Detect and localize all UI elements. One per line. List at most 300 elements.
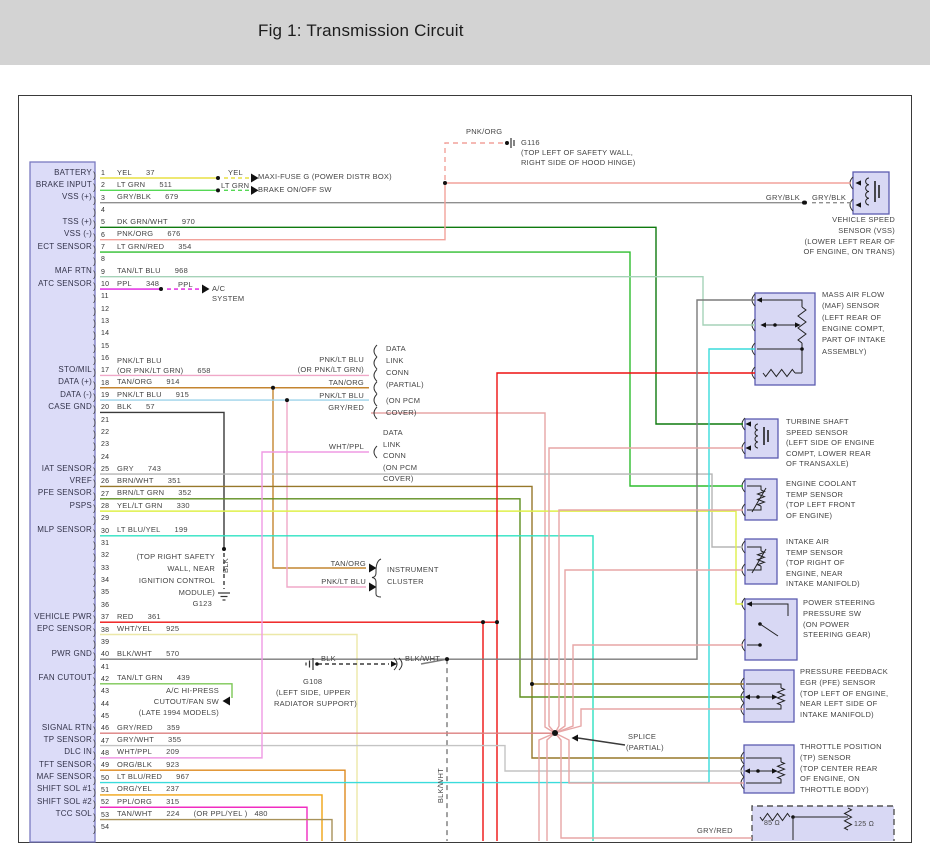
diagram-label: GRY bbox=[117, 463, 134, 473]
tp-name-label: THROTTLE BODY) bbox=[800, 785, 869, 795]
pin-number: 12 bbox=[101, 305, 110, 313]
maf-name-label: (LEFT REAR OF bbox=[822, 312, 882, 322]
pin-number: 8 bbox=[101, 256, 106, 264]
pin-name-label: VEHICLE PWR bbox=[34, 611, 92, 621]
ect-name-label: OF ENGINE) bbox=[786, 510, 833, 520]
wire-label: BLK bbox=[321, 654, 336, 663]
pin-bracket-icon: ) bbox=[93, 182, 97, 193]
pin-name-label: DATA (+) bbox=[58, 377, 92, 387]
pin-number: 13 bbox=[101, 318, 110, 326]
pin-number: 10 bbox=[101, 281, 110, 289]
pin-name-label: IAT SENSOR bbox=[41, 463, 92, 473]
pin-name-label: VREF bbox=[69, 475, 92, 485]
diagram-label: 224 bbox=[166, 809, 180, 819]
diagram-label: 348 bbox=[145, 278, 160, 288]
pin-number: 4 bbox=[101, 207, 106, 214]
pin-number: 15 bbox=[101, 342, 110, 350]
wire bbox=[578, 738, 625, 745]
pin-number: 3 bbox=[101, 194, 106, 202]
diagram-label: 330 bbox=[176, 500, 190, 510]
ground-g123-label: MODULE) bbox=[178, 588, 215, 597]
pfe-name-label: (TOP LEFT OF ENGINE, bbox=[800, 688, 889, 698]
data-link-conn-label: (PARTIAL) bbox=[386, 380, 424, 389]
iat-name-label: INTAKE MANIFOLD) bbox=[786, 579, 860, 588]
wire bbox=[371, 413, 553, 732]
pin-number: 39 bbox=[101, 638, 110, 646]
splice-label: SPLICE bbox=[628, 732, 657, 741]
wire bbox=[549, 448, 743, 733]
pin-bracket-icon: ) bbox=[93, 194, 97, 205]
pin-name-label: TFT SENSOR bbox=[38, 759, 92, 769]
diagram-label: PPL/ORG bbox=[117, 796, 153, 806]
pin-name-label: TSS (+) bbox=[62, 216, 92, 226]
pin-number: 2 bbox=[101, 182, 106, 190]
ground-g116-label: RIGHT SIDE OF HOOD HINGE) bbox=[521, 158, 636, 167]
pin-number: 27 bbox=[101, 490, 110, 498]
maf-name-label: MASS AIR FLOW bbox=[822, 290, 885, 299]
junction-dot bbox=[530, 682, 534, 686]
junction-dot bbox=[505, 141, 509, 145]
pin-bracket-icon: ) bbox=[93, 503, 97, 514]
pin-name-label: CASE GND bbox=[48, 401, 92, 411]
pcm-connector-block bbox=[30, 162, 95, 842]
wire-label: PNK/LT BLU bbox=[321, 577, 366, 586]
diagram-label: 315 bbox=[166, 796, 180, 806]
pin-bracket-icon: ) bbox=[93, 601, 97, 612]
junction-dot bbox=[803, 201, 807, 205]
diagram-label: 923 bbox=[166, 759, 180, 769]
diagram-label: TAN/LT BLU bbox=[117, 266, 161, 276]
diagram-label: BRN/WHT bbox=[117, 475, 154, 485]
wire bbox=[100, 635, 357, 841]
wire-label: GRY/RED bbox=[697, 826, 733, 835]
diagram-label: 570 bbox=[166, 648, 180, 658]
pin-number: 11 bbox=[101, 293, 109, 301]
junction-dot bbox=[773, 323, 777, 327]
junction-dot bbox=[800, 347, 804, 351]
ground-g123-label: (TOP RIGHT SAFETY bbox=[136, 552, 215, 561]
pin-bracket-icon: ) bbox=[93, 330, 97, 341]
pin-name-label: TCC SOL bbox=[55, 809, 92, 819]
pin-number: 26 bbox=[101, 478, 110, 486]
pin-name-label: MLP SENSOR bbox=[37, 525, 92, 535]
wire bbox=[555, 645, 743, 733]
pin-number: 42 bbox=[101, 675, 110, 683]
diagram-label: DK GRN/WHT bbox=[117, 216, 168, 226]
pin-bracket-icon: ) bbox=[93, 293, 97, 304]
pin-number: 34 bbox=[101, 577, 110, 585]
pin-bracket-icon: ) bbox=[93, 342, 97, 353]
diagram-label: 743 bbox=[147, 463, 162, 473]
diagram-label: GRY/WHT bbox=[117, 735, 155, 745]
figure-title: Fig 1: Transmission Circuit bbox=[258, 21, 464, 40]
psps-name-label: POWER STEERING bbox=[803, 598, 876, 607]
psps-name-label: STEERING GEAR) bbox=[803, 630, 871, 640]
pfe-sensor-block bbox=[744, 670, 794, 722]
pin-bracket-icon: ) bbox=[93, 786, 97, 797]
maf-sensor-block bbox=[755, 293, 815, 385]
pin-number: 30 bbox=[101, 527, 110, 535]
diagram-label: LT GRN bbox=[117, 179, 146, 189]
diagram-label: GRY/BLK bbox=[117, 192, 152, 202]
junction-dot bbox=[445, 657, 449, 661]
psps-sensor-block bbox=[745, 599, 797, 660]
pin-bracket-icon: ) bbox=[93, 527, 97, 538]
diagram-label: ORG/BLK bbox=[117, 759, 153, 769]
vss-sensor-block bbox=[853, 172, 889, 214]
instrument-cluster-label: CLUSTER bbox=[387, 576, 424, 586]
pfe-name-label: NEAR LEFT SIDE OF bbox=[800, 699, 878, 709]
resistor-value-label: 85 Ω bbox=[764, 820, 780, 827]
diagram-label: 511 bbox=[159, 179, 173, 189]
pin-number: 18 bbox=[101, 379, 110, 387]
data-link-conn2-label: COVER) bbox=[383, 474, 414, 483]
diagram-label: BRN/LT GRN bbox=[117, 488, 165, 498]
ground-g123-label: IGNITION CONTROL bbox=[138, 576, 215, 585]
pin-bracket-icon: ) bbox=[93, 552, 97, 563]
ground-g116-label: (TOP LEFT OF SAFETY WALL, bbox=[521, 148, 634, 157]
brake-switch-label: BRAKE ON/OFF SW bbox=[258, 184, 332, 194]
wire bbox=[100, 277, 755, 325]
pin-name-label: BRAKE INPUT bbox=[35, 179, 92, 189]
pin-number: 53 bbox=[101, 811, 110, 819]
pin-number: 33 bbox=[101, 564, 110, 572]
wire-label: GRY/BLK bbox=[765, 193, 800, 202]
pin-number: 38 bbox=[101, 626, 110, 634]
pin-bracket-icon: ) bbox=[93, 712, 97, 723]
pin-bracket-icon: ) bbox=[93, 478, 97, 489]
diagram-label: LT BLU/RED bbox=[117, 772, 163, 782]
pin-number: 44 bbox=[101, 700, 110, 708]
diagram-label: TAN/ORG bbox=[117, 377, 153, 387]
pin-number: 9 bbox=[101, 268, 106, 276]
diagram-label: PNK/ORG bbox=[117, 229, 154, 239]
pin-bracket-icon: ) bbox=[93, 441, 97, 452]
tss-name-label: SPEED SENSOR bbox=[786, 427, 849, 437]
wire-label: TAN/ORG bbox=[328, 378, 364, 387]
pin-number: 6 bbox=[101, 231, 106, 239]
data-link-conn2-label: DATA bbox=[383, 428, 403, 437]
wire-label: YEL bbox=[228, 168, 243, 177]
pin-bracket-icon: ) bbox=[93, 379, 97, 390]
pin-bracket-icon: ) bbox=[93, 811, 97, 822]
pin-number: 41 bbox=[101, 663, 110, 671]
ac-hipress-label: A/C HI-PRESS bbox=[165, 686, 219, 695]
data-link-conn2-label: CONN bbox=[383, 451, 407, 460]
junction-dot bbox=[552, 730, 558, 736]
diagram-label: GRY/RED bbox=[117, 722, 153, 732]
maf-name-label: (MAF) SENSOR bbox=[822, 301, 880, 311]
wire-label: PNK/LT BLU bbox=[117, 355, 162, 365]
wire bbox=[547, 733, 555, 841]
pin-number: 20 bbox=[101, 404, 110, 412]
wire bbox=[421, 659, 447, 664]
pin-number: 31 bbox=[101, 540, 110, 548]
pin-number: 36 bbox=[101, 601, 110, 609]
tp-name-label: THROTTLE POSITION bbox=[800, 742, 882, 751]
pfe-name-label: EGR (PFE) SENSOR bbox=[800, 677, 876, 687]
wire bbox=[100, 412, 224, 549]
arrow-icon bbox=[369, 564, 377, 573]
ac-hipress-label: CUTOUT/FAN SW bbox=[153, 697, 219, 706]
vss-name-label: VEHICLE SPEED bbox=[832, 215, 895, 224]
ect-name-label: ENGINE COOLANT bbox=[786, 479, 857, 488]
connector-bracket-icon bbox=[374, 357, 377, 369]
pin-bracket-icon: ) bbox=[93, 170, 97, 180]
diagram-label: 361 bbox=[147, 611, 161, 621]
pin-number: 54 bbox=[101, 823, 110, 831]
arrow-icon bbox=[572, 735, 579, 742]
pin-name-label: PWR GND bbox=[51, 648, 92, 658]
diagram-label: YEL/LT GRN bbox=[117, 500, 163, 510]
connector-bracket-icon bbox=[374, 394, 377, 406]
pin-name-label: STO/MIL bbox=[58, 364, 92, 374]
pin-bracket-icon: ) bbox=[93, 725, 97, 736]
junction-dot bbox=[756, 769, 760, 773]
arrow-icon bbox=[251, 186, 259, 195]
connector-bracket-icon bbox=[374, 382, 377, 394]
psps-name-label: (ON POWER bbox=[803, 619, 850, 629]
diagram-label: 359 bbox=[166, 722, 181, 732]
pin-name-label: DLC IN bbox=[64, 747, 92, 757]
splice-label: (PARTIAL) bbox=[626, 743, 664, 752]
diagram-label: 237 bbox=[166, 784, 180, 794]
pin-bracket-icon: ) bbox=[93, 416, 97, 427]
pin-number: 32 bbox=[101, 552, 110, 560]
pfe-name-label: PRESSURE FEEDBACK bbox=[800, 667, 889, 676]
pin-name-label: TP SENSOR bbox=[43, 735, 92, 745]
wire-label: (OR PNK/LT GRN) bbox=[297, 365, 364, 374]
maf-name-label: PART OF INTAKE bbox=[822, 335, 886, 345]
pin-number: 14 bbox=[101, 330, 110, 338]
pin-number: 28 bbox=[101, 503, 110, 511]
pin-number: 17 bbox=[101, 367, 110, 375]
wire bbox=[100, 511, 743, 604]
pin-name-label: SIGNAL RTN bbox=[41, 722, 92, 732]
pin-name-label: EPC SENSOR bbox=[37, 624, 92, 633]
pin-number: 49 bbox=[101, 762, 110, 770]
cluster-bracket-icon bbox=[372, 559, 381, 597]
tss-name-label: TURBINE SHAFT bbox=[786, 417, 849, 426]
pin-bracket-icon: ) bbox=[93, 268, 97, 279]
diagram-label: (OR PNK/LT GRN) bbox=[117, 365, 184, 375]
diagram-label: BLK bbox=[117, 401, 132, 411]
data-link-conn2-label: (ON PCM bbox=[383, 462, 418, 472]
wire bbox=[445, 143, 505, 180]
diagram-label: WHT/PPL bbox=[117, 747, 153, 757]
diagram-label: RED bbox=[117, 611, 134, 621]
wire-label: LT GRN bbox=[221, 180, 250, 190]
wire-label: GRY/BLK bbox=[812, 193, 847, 202]
connector-bracket-icon bbox=[374, 369, 377, 381]
data-link-conn-label: COVER) bbox=[386, 408, 417, 417]
junction-dot bbox=[756, 695, 760, 699]
tss-name-label: OF TRANSAXLE) bbox=[786, 459, 849, 468]
pin-name-label: ECT SENSOR bbox=[37, 241, 92, 251]
wire bbox=[100, 795, 322, 841]
pin-name-label: VSS (-) bbox=[64, 229, 92, 239]
iat-name-label: ENGINE, NEAR bbox=[786, 568, 843, 578]
pin-bracket-icon: ) bbox=[93, 799, 97, 810]
junction-dot bbox=[216, 188, 220, 192]
pin-name-label: BATTERY bbox=[54, 167, 92, 177]
data-link-conn2-label: LINK bbox=[383, 439, 401, 449]
wire-label: WHT/PPL bbox=[328, 442, 364, 451]
diagram-label: PNK/LT BLU bbox=[117, 389, 162, 399]
tp-name-label: (TOP CENTER REAR bbox=[800, 763, 878, 773]
pin-number: 24 bbox=[101, 453, 110, 461]
pin-number: 19 bbox=[101, 392, 110, 400]
pin-number: 21 bbox=[101, 416, 110, 424]
wire-label: PPL bbox=[178, 280, 193, 289]
pin-number: 22 bbox=[101, 429, 110, 437]
ect-name-label: TEMP SENSOR bbox=[786, 489, 844, 499]
wire bbox=[100, 227, 743, 424]
wire-label: GRY/RED bbox=[328, 403, 364, 412]
maf-name-label: ASSEMBLY) bbox=[822, 346, 867, 356]
instrument-cluster-label: INSTRUMENT bbox=[387, 565, 439, 574]
pin-number: 52 bbox=[101, 799, 110, 807]
wire bbox=[555, 733, 752, 838]
ect-sensor-block bbox=[745, 479, 777, 520]
diagram-label: 351 bbox=[167, 475, 182, 485]
diagram-label: LT GRN/RED bbox=[117, 241, 165, 251]
ground-g116-label: G116 bbox=[521, 138, 540, 147]
pin-number: 35 bbox=[101, 589, 110, 597]
pin-name-label: PFE SENSOR bbox=[37, 488, 92, 498]
pin-number: 43 bbox=[101, 688, 110, 696]
pin-bracket-icon: ) bbox=[93, 392, 97, 403]
pin-name-label: VSS (+) bbox=[62, 192, 92, 202]
wire bbox=[100, 252, 743, 486]
arrow-icon bbox=[251, 174, 259, 183]
pin-number: 7 bbox=[101, 244, 106, 252]
maxi-fuse-label: MAXI-FUSE G (POWER DISTR BOX) bbox=[258, 172, 392, 181]
pin-bracket-icon: ) bbox=[93, 219, 97, 230]
vss-name-label: (LOWER LEFT REAR OF bbox=[804, 236, 895, 246]
pin-number: 5 bbox=[101, 219, 106, 227]
wire-label: PNK/LT BLU bbox=[319, 390, 364, 400]
psps-name-label: PRESSURE SW bbox=[803, 608, 862, 618]
pin-name-label: SHIFT SOL #1 bbox=[36, 784, 92, 794]
diagram-label: 968 bbox=[174, 266, 189, 276]
pin-bracket-icon: ) bbox=[93, 244, 97, 255]
pin-bracket-icon: ) bbox=[93, 281, 97, 292]
resistor-value-label: 125 Ω bbox=[854, 821, 875, 828]
pin-name-label: ATC SENSOR bbox=[38, 278, 92, 288]
pin-bracket-icon: ) bbox=[93, 564, 97, 575]
diagram-label: 658 bbox=[197, 365, 211, 375]
diagram-label: 676 bbox=[167, 229, 181, 239]
diagram-label: 967 bbox=[176, 772, 190, 782]
wire-label: BLK/WHT bbox=[405, 654, 441, 663]
wire bbox=[100, 770, 345, 841]
diagram-label: 199 bbox=[174, 525, 188, 535]
junction-dot bbox=[315, 662, 319, 666]
ac-hipress-label: (LATE 1994 MODELS) bbox=[138, 708, 219, 717]
wire bbox=[100, 684, 232, 698]
ground-g108-label: G108 bbox=[303, 677, 323, 686]
diagram-label: 57 bbox=[145, 401, 155, 411]
diagram-label: 679 bbox=[165, 192, 179, 202]
pin-bracket-icon: ) bbox=[93, 651, 97, 662]
diagram-label: TAN/LT GRN bbox=[117, 673, 163, 683]
pin-bracket-icon: ) bbox=[93, 515, 97, 526]
data-link-conn-label: CONN bbox=[386, 368, 410, 377]
junction-dot bbox=[222, 547, 226, 551]
junction-dot bbox=[495, 620, 499, 624]
pin-bracket-icon: ) bbox=[93, 429, 97, 440]
pin-number: 45 bbox=[101, 712, 110, 720]
pin-number: 48 bbox=[101, 749, 110, 757]
pin-bracket-icon: ) bbox=[93, 256, 97, 267]
pin-number: 25 bbox=[101, 466, 110, 474]
tss-name-label: COMPT, LOWER REAR bbox=[786, 448, 872, 458]
pin-name-label: FAN CUTOUT bbox=[38, 673, 92, 683]
wire bbox=[100, 349, 755, 783]
pin-number: 1 bbox=[101, 170, 106, 177]
wire bbox=[100, 179, 851, 240]
iat-name-label: INTAKE AIR bbox=[786, 537, 830, 546]
pin-bracket-icon: ) bbox=[93, 305, 97, 316]
diagram-label: 914 bbox=[166, 377, 180, 387]
pin-number: 51 bbox=[101, 786, 110, 794]
junction-dot bbox=[443, 181, 447, 185]
pin-bracket-icon: ) bbox=[93, 404, 97, 415]
data-link-conn-label: (ON PCM bbox=[386, 396, 421, 405]
diagram-label: 355 bbox=[168, 735, 182, 745]
wire bbox=[555, 510, 743, 733]
ground-g108-label: (LEFT SIDE, UPPER bbox=[276, 688, 351, 697]
diagram-label: 970 bbox=[181, 216, 196, 226]
pin-number: 50 bbox=[101, 774, 110, 782]
wire bbox=[555, 709, 744, 733]
pin-bracket-icon: ) bbox=[93, 207, 97, 217]
wire bbox=[100, 807, 307, 841]
pin-bracket-icon: ) bbox=[93, 355, 97, 366]
vss-name-label: OF ENGINE, ON TRANS) bbox=[803, 247, 895, 257]
ground-g123-label: G123 bbox=[192, 599, 212, 608]
wire-label: BLK bbox=[221, 558, 230, 573]
junction-dot bbox=[481, 620, 485, 624]
wire bbox=[100, 499, 744, 697]
pin-bracket-icon: ) bbox=[93, 589, 97, 600]
ac-system-label: A/C bbox=[212, 284, 226, 293]
pin-bracket-icon: ) bbox=[93, 466, 97, 477]
pin-bracket-icon: ) bbox=[93, 688, 97, 699]
wire-label: TAN/ORG bbox=[330, 558, 366, 568]
diagram-label: 439 bbox=[176, 673, 191, 683]
pin-bracket-icon: ) bbox=[93, 577, 97, 588]
pin-number: 47 bbox=[101, 737, 110, 745]
pin-number: 16 bbox=[101, 355, 110, 363]
pin-bracket-icon: ) bbox=[93, 367, 97, 378]
junction-dot bbox=[758, 643, 762, 647]
arrow-icon bbox=[202, 285, 210, 294]
wire bbox=[100, 300, 755, 659]
wire-label: PNK/LT BLU bbox=[319, 355, 364, 364]
junction-dot bbox=[159, 287, 163, 291]
diagram-label: (OR PPL/YEL ) 480 bbox=[193, 809, 268, 819]
solenoid-block bbox=[752, 806, 894, 841]
connector-bracket-icon bbox=[374, 345, 377, 357]
arrow-icon bbox=[223, 697, 231, 706]
pin-bracket-icon: ) bbox=[93, 774, 97, 785]
pin-bracket-icon: ) bbox=[93, 626, 97, 637]
diagram-label: ORG/YEL bbox=[117, 784, 153, 794]
pin-name-label: MAF RTN bbox=[54, 266, 92, 276]
iat-name-label: (TOP RIGHT OF bbox=[786, 558, 845, 567]
